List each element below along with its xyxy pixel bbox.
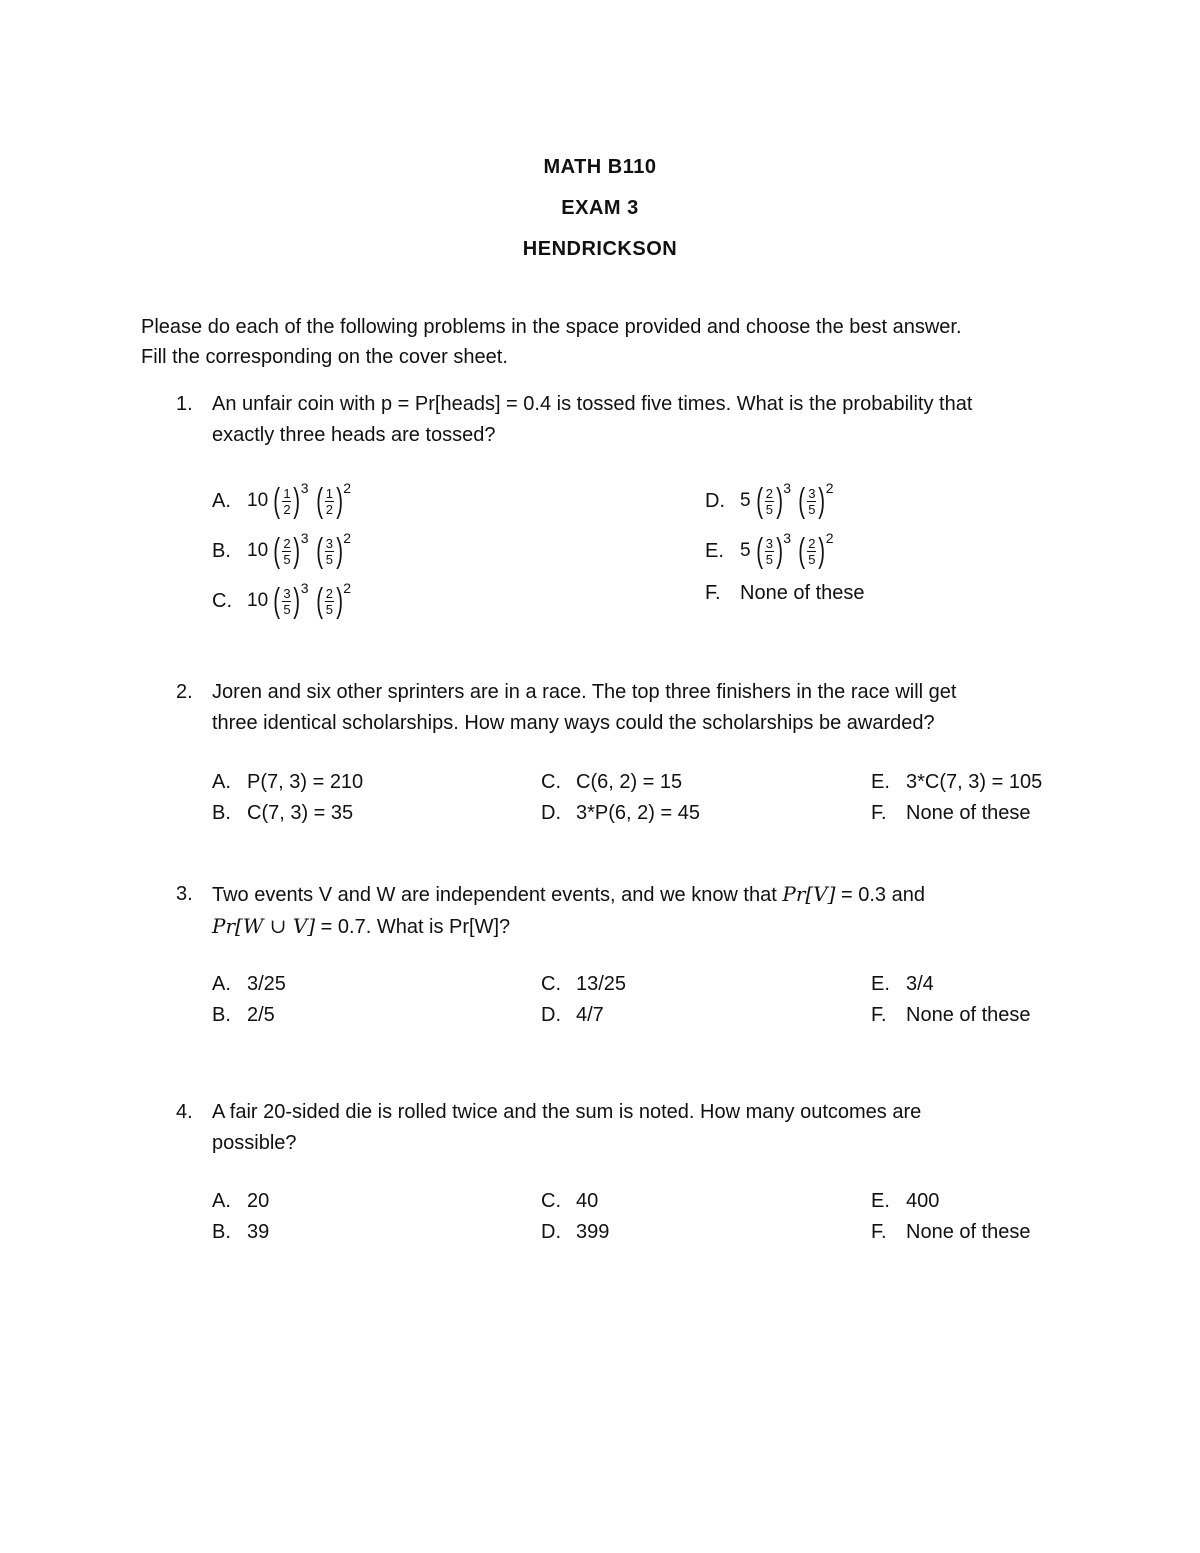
math-pr-w-union-v: Pr[W ∪ V] [212,914,316,938]
power-fraction: ( $\frac{2}{5}$ ) 3 [755,480,792,520]
option-letter: F. [871,1004,887,1026]
option-letter: C. [212,589,232,612]
q1-option-b[interactable] [212,530,356,570]
q4-option-b[interactable] [212,1221,269,1244]
power-fraction: ( $\frac{3}{5}$ ) 3 [273,580,309,620]
q4-option-e[interactable] [871,1190,939,1213]
q4-option-f[interactable] [871,1221,1031,1244]
option-letter: D. [541,1221,561,1243]
option-letter: E. [871,771,890,793]
power-fraction: ( $\frac{1}{2}$ ) 3 [273,480,309,520]
option-letter: E. [705,539,724,562]
option-letter: A. [212,771,231,793]
power-fraction: ( $\frac{2}{5}$ ) 3 [273,530,309,570]
question-number: 4. [176,1101,193,1123]
q1-option-a[interactable] [212,480,356,520]
q1-option-e[interactable] [705,530,838,570]
question-text-line: Two events V and W are independent events, and we know that Pr[V] = 0.3 and [212,882,925,906]
question-text [212,879,1082,943]
q3-option-d[interactable] [541,1004,604,1027]
option-letter: A. [212,1190,231,1212]
power-fraction: ( $\frac{3}{5}$ ) 2 [798,480,834,520]
question-text [212,1097,1082,1159]
option-letter: A. [212,973,231,995]
option-letter: E. [871,1190,890,1212]
q3-option-b[interactable] [212,1004,275,1027]
option-text: 400 [906,1190,940,1212]
question-number: 1. [176,393,193,415]
option-coefficient: 10 [247,490,269,511]
question-text-line: An unfair coin with p = Pr[heads] = 0.4 is tossed five times. What is the probability that [212,393,973,415]
q2-option-e[interactable] [871,771,1042,794]
q4-option-d[interactable] [541,1221,609,1244]
question-text-line: possible? [212,1132,297,1154]
question-text-line: Joren and six other sprinters are in a race. The top three finishers in the race will get [212,681,957,703]
option-text: C(7, 3) = 35 [247,802,354,824]
option-text: 399 [576,1221,610,1243]
option-letter: C. [541,973,561,995]
q3-option-a[interactable] [212,973,286,996]
option-letter: D. [705,489,725,512]
option-letter: F. [871,802,887,824]
question-text-line: A fair 20-sided die is rolled twice and the sum is noted. How many outcomes are [212,1101,922,1123]
q2-option-c[interactable] [541,771,682,794]
q2-option-f[interactable] [871,802,1031,825]
option-text: P(7, 3) = 210 [247,771,364,793]
option-letter: C. [541,771,561,793]
option-letter: A. [212,489,231,512]
option-coefficient: 10 [247,590,269,611]
q1-option-c[interactable] [212,580,356,620]
option-text: 40 [576,1190,599,1212]
option-letter: D. [541,1004,561,1026]
question-text [212,389,1082,451]
course-title: MATH B110 [543,156,657,178]
q2-option-d[interactable] [541,802,700,825]
option-text: 3*P(6, 2) = 45 [576,802,700,824]
option-letter: E. [871,973,890,995]
power-fraction: ( $\frac{2}{5}$ ) 2 [798,530,834,570]
option-letter: F. [705,582,721,604]
q3-option-f[interactable] [871,1004,1031,1027]
option-text: 20 [247,1190,270,1212]
option-letter: B. [212,802,231,824]
power-fraction: ( $\frac{1}{2}$ ) 2 [315,480,352,520]
option-letter: B. [212,1221,231,1243]
option-text: 3/25 [247,973,286,995]
q1-option-f[interactable] [705,582,865,605]
option-text: 4/7 [576,1004,604,1026]
option-letter: F. [871,1221,887,1243]
option-letter: C. [541,1190,561,1212]
power-fraction: ( $\frac{3}{5}$ ) 2 [315,530,352,570]
power-fraction: ( $\frac{2}{5}$ ) 2 [315,580,352,620]
question-number: 3. [176,883,193,905]
instructions [141,312,1101,372]
instructions-line-1: Please do each of the following problems in the space provided and choose the best answer. [141,316,962,338]
q1-option-d[interactable] [705,480,838,520]
math-pr-v: Pr[V] [782,882,836,906]
option-text: None of these [740,582,865,604]
q4-option-a[interactable] [212,1190,269,1213]
option-coefficient: 10 [247,540,269,561]
instructor-name: HENDRICKSON [522,238,678,260]
option-text: 2/5 [247,1004,275,1026]
q3-option-c[interactable] [541,973,626,996]
q2-option-b[interactable] [212,802,353,825]
option-text: 39 [247,1221,270,1243]
option-letter: D. [541,802,561,824]
option-letter: B. [212,539,231,562]
instructions-line-2: Fill the corresponding on the cover sheet. [141,346,508,368]
option-text: 13/25 [576,973,627,995]
option-text: None of these [906,1004,1031,1026]
question-text-line: Pr[W ∪ V] = 0.7. What is Pr[W]? [212,914,511,938]
option-text: None of these [906,1221,1031,1243]
question-text-line: exactly three heads are tossed? [212,424,496,446]
question-text-line: three identical scholarships. How many ways could the scholarships be awarded? [212,712,935,734]
option-coefficient: 5 [740,540,751,561]
option-letter: B. [212,1004,231,1026]
option-text: 3*C(7, 3) = 105 [906,771,1043,793]
q4-option-c[interactable] [541,1190,598,1213]
power-fraction: ( $\frac{3}{5}$ ) 3 [755,530,792,570]
option-text: None of these [906,802,1031,824]
option-text: C(6, 2) = 15 [576,771,683,793]
question-text [212,677,1082,739]
q2-option-a[interactable] [212,771,363,794]
question-number: 2. [176,681,193,703]
q3-option-e[interactable] [871,973,934,996]
exam-title: EXAM 3 [561,197,639,219]
option-text: 3/4 [906,973,934,995]
option-coefficient: 5 [740,490,751,511]
